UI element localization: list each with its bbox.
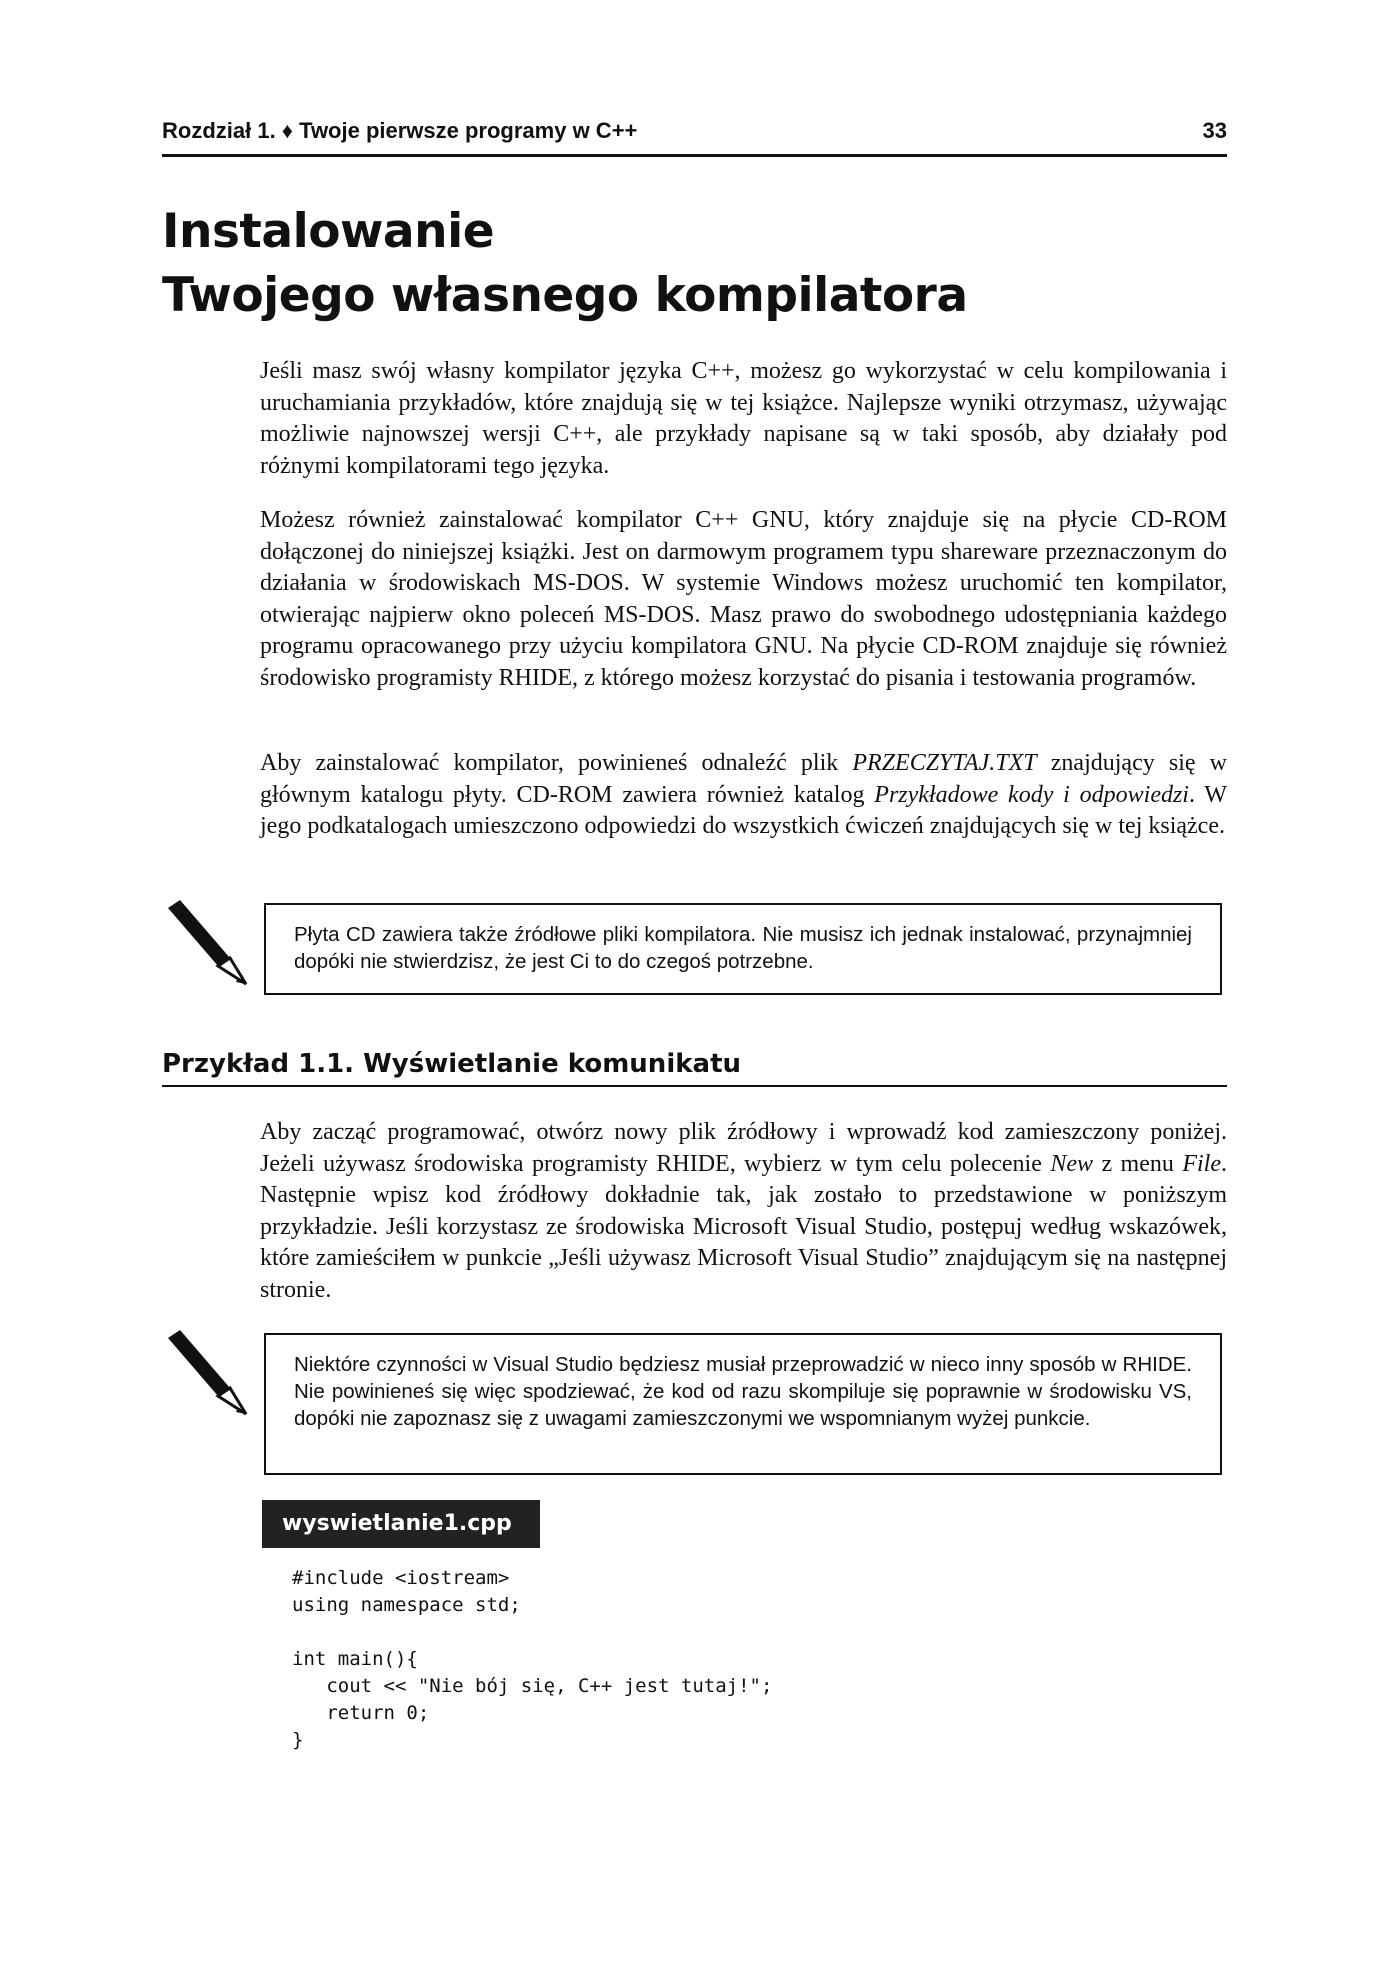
paragraph-4-text-e: . Następnie wpisz kod źródłowy dokładnie tak, jak zostało to przedstawione w poniższym przykładzie. Jeśli korzystasz ze środowiska Microsoft Visual Studio, postępuj według wskazówek, które zamieściłem w punkcie „Jeśli używasz Microsoft Visual Studio” znajdującym się na następnej stronie.: [260, 1150, 1227, 1303]
menu-command-new: New: [1050, 1150, 1093, 1177]
paragraph-3: [260, 748, 1227, 843]
pencil-icon: [164, 898, 248, 988]
page-number: 33: [1202, 118, 1227, 143]
menu-name-file: File: [1182, 1150, 1221, 1177]
section-title-line-1: Instalowanie: [162, 204, 495, 259]
filename-przeczytaj: PRZECZYTAJ.TXT: [852, 750, 1037, 776]
paragraph-4: [260, 1117, 1227, 1306]
paragraph-4-text-c: z menu: [1093, 1150, 1183, 1177]
running-header: [162, 118, 1227, 157]
pencil-icon: [164, 1328, 248, 1418]
code-listing: #include <iostream> using namespace std; int main(){ cout << "Nie bój się, C++ jest tutaj!"; return 0; }: [292, 1567, 773, 1751]
code-file-label: wyswietlanie1.cpp: [262, 1500, 540, 1548]
paragraph-3-text-a: Aby zainstalować kompilator, powinieneś odnaleźć plik: [260, 750, 853, 776]
paragraph-4-text-a: Aby zacząć programować, otwórz nowy plik źródłowy i wprowadź kod zamieszczony poniżej. Jeżeli używasz środowiska programisty RHIDE, wybierz w tym celu polecenie: [260, 1119, 1227, 1177]
paragraph-1: Jeśli masz swój własny kompilator języka C++, możesz go wykorzystać w celu kompilowania i uruchamiania przykładów, które znajdują się w tej książce. Najlepsze wyniki otrzymasz, używając możliwie najnowszej wersji C++, ale przykłady napisane są w taki sposób, aby działały pod różnymi kompilatorami tego języka.: [260, 358, 1227, 479]
folder-name: Przykładowe kody i odpowiedzi: [874, 781, 1189, 808]
paragraph-3-text-c: znajdujący się w głównym katalogu płyty. CD-ROM zawiera również katalog: [260, 750, 1227, 808]
chapter-title: Rozdział 1. ♦ Twoje pierwsze programy w C++: [162, 118, 638, 143]
example-heading: Przykład 1.1. Wyświetlanie komunikatu: [162, 1047, 1227, 1087]
note-box-2: Niektóre czynności w Visual Studio będziesz musiał przeprowadzić w nieco inny sposób w RHIDE. Nie powinieneś się więc spodziewać, że kod od razu skompiluje się poprawnie w środowisku VS, dopóki nie zapoznasz się z uwagami zamieszczonymi we wspomnianym wyżej punkcie.: [264, 1333, 1222, 1475]
section-title: [162, 200, 1227, 328]
note-box-1: Płyta CD zawiera także źródłowe pliki kompilatora. Nie musisz ich jednak instalować, przynajmniej dopóki nie stwierdzisz, że jest Ci to do czegoś potrzebne.: [264, 903, 1222, 995]
section-title-line-2: Twojego własnego kompilatora: [162, 268, 968, 323]
paragraph-3-text-e: . W jego podkatalogach umieszczono odpowiedzi do wszystkich ćwiczeń znajdujących się w tej książce.: [260, 781, 1228, 839]
paragraph-2: Możesz również zainstalować kompilator C++ GNU, który znajduje się na płycie CD-ROM dołączonej do niniejszej książki. Jest on darmowym programem typu shareware przeznaczonym do działania w środowiskach MS-DOS. W systemie Windows możesz uruchomić ten kompilator, otwierając najpierw okno poleceń MS-DOS. Masz prawo do swobodnego udostępniania każdego programu opracowanego przy użyciu kompilatora GNU. Na płycie CD-ROM znajduje się również środowisko programisty RHIDE, z którego możesz korzystać do pisania i testowania programów.: [260, 507, 1227, 691]
